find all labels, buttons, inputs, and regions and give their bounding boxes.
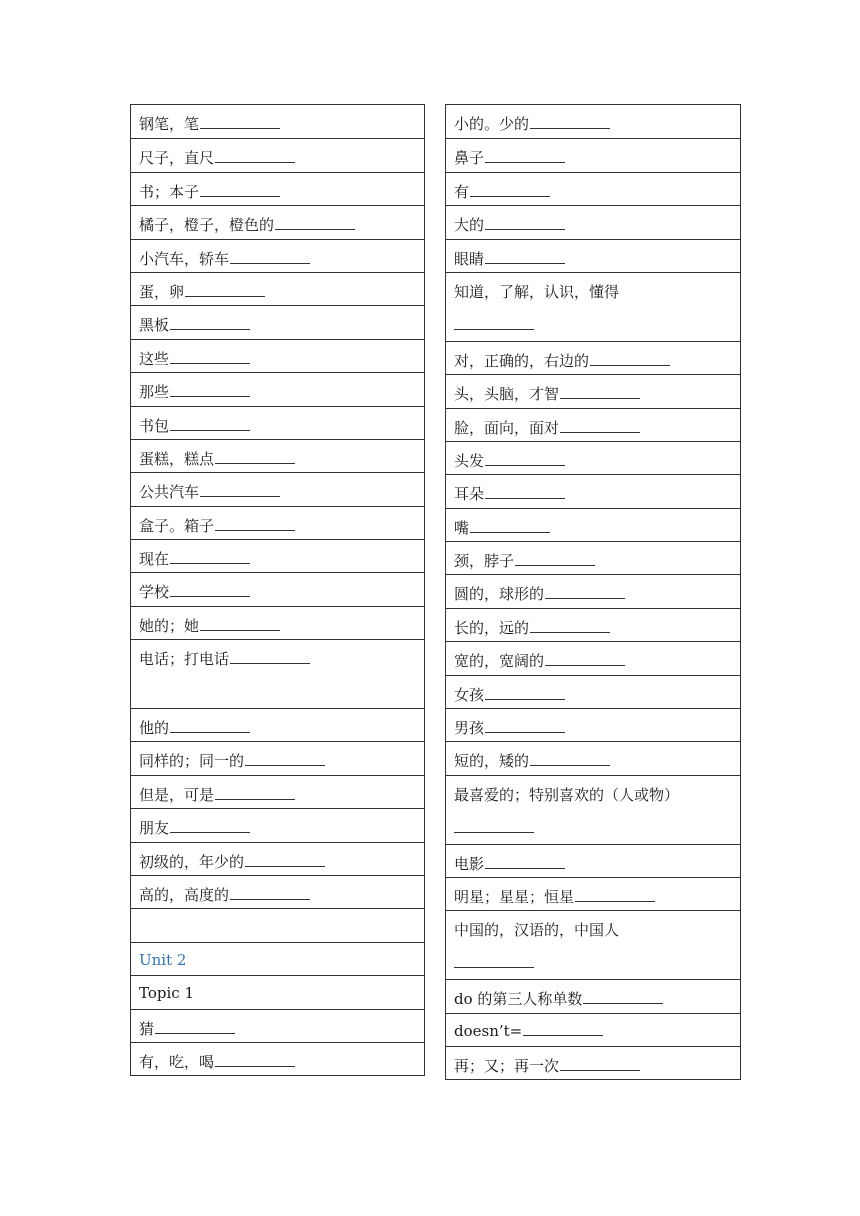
vocab-prompt: 嘴 [454,518,470,537]
answer-blank[interactable] [560,419,640,433]
vocab-row [131,775,424,808]
right-vocab-table [445,104,741,1080]
answer-blank[interactable] [485,452,565,466]
vocab-row [131,506,424,539]
vocab-row [446,105,740,138]
unit-heading [131,942,424,975]
answer-blank[interactable] [230,650,310,664]
vocab-prompt: 橘子，橙子，橙色的 [139,216,275,235]
vocab-row [131,539,424,572]
vocab-prompt: 再；又；再一次 [454,1056,560,1075]
left-vocab-table [130,104,425,1076]
answer-blank[interactable] [530,619,610,633]
vocab-prompt: 电话；打电话 [139,650,230,669]
answer-blank[interactable] [583,990,663,1004]
answer-blank[interactable] [485,855,565,869]
vocab-prompt: 男孩 [454,719,485,738]
answer-blank[interactable] [170,316,250,330]
answer-blank[interactable] [215,1053,295,1067]
vocab-row [446,1046,740,1079]
vocab-prompt: 颈，脖子 [454,552,515,571]
vocab-prompt: do 的第三人称单数 [454,990,583,1009]
vocab-row [446,1013,740,1046]
answer-blank[interactable] [230,250,310,264]
answer-blank[interactable] [560,1057,640,1071]
answer-blank[interactable] [470,183,550,197]
vocab-row [446,675,740,708]
answer-blank[interactable] [215,149,295,163]
answer-blank[interactable] [275,216,355,230]
vocab-row [131,639,424,708]
answer-blank[interactable] [215,786,295,800]
vocab-prompt: 小汽车，轿车 [139,249,230,268]
vocab-row [131,105,424,138]
vocab-row [131,272,424,305]
vocab-prompt: 盒子。箱子 [139,516,215,535]
vocab-row [131,842,424,875]
answer-blank[interactable] [170,583,250,597]
vocab-prompt: 他的 [139,719,170,738]
answer-blank[interactable] [530,115,610,129]
vocab-prompt: doesn’t= [454,1021,523,1040]
vocab-row [131,305,424,338]
vocab-prompt: Topic 1 [139,984,194,1003]
vocab-row [131,741,424,774]
vocab-row [131,406,424,439]
vocab-prompt: 小的。少的 [454,115,530,133]
answer-blank[interactable] [470,519,550,533]
answer-blank[interactable] [245,752,325,766]
vocab-row [446,741,740,774]
vocab-prompt: 钢笔，笔 [139,115,200,133]
answer-blank[interactable] [523,1022,603,1036]
vocab-prompt: 初级的，年少的 [139,852,245,871]
vocab-prompt: 尺子，直尺 [139,149,215,168]
answer-blank[interactable] [575,888,655,902]
vocab-row [131,1009,424,1042]
answer-blank[interactable] [454,819,534,833]
vocab-prompt: 书；本子 [139,182,200,201]
answer-blank[interactable] [200,183,280,197]
vocab-prompt: 短的，矮的 [454,752,530,771]
vocab-row [131,908,424,941]
answer-blank[interactable] [245,853,325,867]
vocab-prompt: 耳朵 [454,485,485,504]
answer-blank[interactable] [200,483,280,497]
answer-blank[interactable] [530,752,610,766]
answer-blank[interactable] [200,115,280,129]
vocab-prompt: 高的，高度的 [139,886,230,904]
vocab-prompt: Unit 2 [139,950,187,969]
answer-blank[interactable] [545,652,625,666]
answer-blank[interactable] [560,385,640,399]
vocab-row [131,606,424,639]
vocab-prompt: 鼻子 [454,149,485,168]
answer-blank[interactable] [170,350,250,364]
answer-blank[interactable] [545,585,625,599]
vocab-row [131,339,424,372]
vocab-prompt: 眼睛 [454,249,485,268]
vocab-row [446,474,740,507]
vocab-prompt: 现在 [139,550,170,569]
vocab-row [446,441,740,474]
answer-blank[interactable] [170,417,250,431]
answer-blank[interactable] [485,250,565,264]
vocab-prompt: 但是，可是 [139,785,215,804]
vocab-prompt: 头，头脑，才智 [454,385,560,404]
vocab-prompt: 大的 [454,216,485,235]
vocab-row [446,775,740,844]
answer-blank[interactable] [485,216,565,230]
answer-blank[interactable] [170,383,250,397]
vocab-prompt: 猜 [139,1019,155,1038]
vocab-row [131,808,424,841]
vocab-row [446,341,740,374]
answer-blank[interactable] [155,1020,235,1034]
answer-blank[interactable] [170,550,250,564]
vocab-row [446,508,740,541]
vocab-prompt: 蛋，卵 [139,282,185,301]
answer-blank[interactable] [200,617,280,631]
vocab-row [131,708,424,741]
vocab-prompt: 书包 [139,416,170,435]
answer-blank[interactable] [215,450,295,464]
answer-blank[interactable] [485,686,565,700]
vocab-prompt: 中国的，汉语的，中国人 [454,921,620,940]
vocab-row [131,372,424,405]
answer-blank[interactable] [215,517,295,531]
vocab-prompt: 同样的；同一的 [139,752,245,771]
answer-blank[interactable] [230,886,310,900]
answer-blank[interactable] [485,719,565,733]
vocab-row [131,138,424,171]
answer-blank[interactable] [590,352,670,366]
vocab-row [131,205,424,238]
vocab-row [131,239,424,272]
vocab-prompt: 她的；她 [139,616,200,635]
answer-blank[interactable] [485,149,565,163]
vocab-prompt: 宽的，宽阔的 [454,652,545,671]
vocab-prompt: 有 [454,182,470,201]
vocab-row [131,472,424,505]
vocab-prompt: 朋友 [139,819,170,838]
vocab-prompt: 那些 [139,383,170,402]
vocab-prompt: 黑板 [139,316,170,335]
vocab-row [446,979,740,1012]
answer-blank[interactable] [170,819,250,833]
vocab-prompt: 最喜爱的；特别喜欢的（人或物） [454,785,680,804]
vocab-prompt: 圆的，球形的 [454,585,545,604]
vocab-row [131,439,424,472]
vocab-row [131,172,424,205]
answer-blank[interactable] [454,954,534,968]
vocab-row [446,708,740,741]
vocab-prompt: 长的，远的 [454,618,530,637]
vocab-row [131,1042,424,1075]
vocab-row [131,572,424,605]
vocab-prompt: 有，吃，喝 [139,1052,215,1071]
vocab-prompt: 蛋糕，糕点 [139,449,215,468]
vocab-row [446,272,740,341]
vocab-row [446,239,740,272]
vocab-prompt: 女孩 [454,685,485,704]
vocab-prompt: 这些 [139,349,170,368]
vocab-prompt: 学校 [139,583,170,602]
vocab-row [446,910,740,979]
vocab-prompt: 明星；星星；恒星 [454,888,575,907]
answer-blank[interactable] [185,283,265,297]
vocab-row [131,975,424,1008]
vocab-row [446,205,740,238]
answer-blank[interactable] [485,485,565,499]
answer-blank[interactable] [515,552,595,566]
vocab-row [446,844,740,877]
vocab-row [131,875,424,908]
vocab-prompt: 公共汽车 [139,483,200,502]
vocab-row [446,877,740,910]
vocab-prompt: 脸，面向，面对 [454,418,560,437]
vocab-row [446,374,740,407]
vocab-prompt: 电影 [454,854,485,873]
vocab-row [446,172,740,205]
answer-blank[interactable] [454,316,534,330]
vocab-prompt: 知道，了解，认识，懂得 [454,282,620,301]
vocab-row [446,138,740,171]
answer-blank[interactable] [170,719,250,733]
vocab-row [446,641,740,674]
vocab-row [446,408,740,441]
vocab-row [446,574,740,607]
vocab-prompt: 对，正确的，右边的 [454,351,590,370]
vocab-prompt: 头发 [454,451,485,470]
vocab-row [446,608,740,641]
vocab-row [446,541,740,574]
